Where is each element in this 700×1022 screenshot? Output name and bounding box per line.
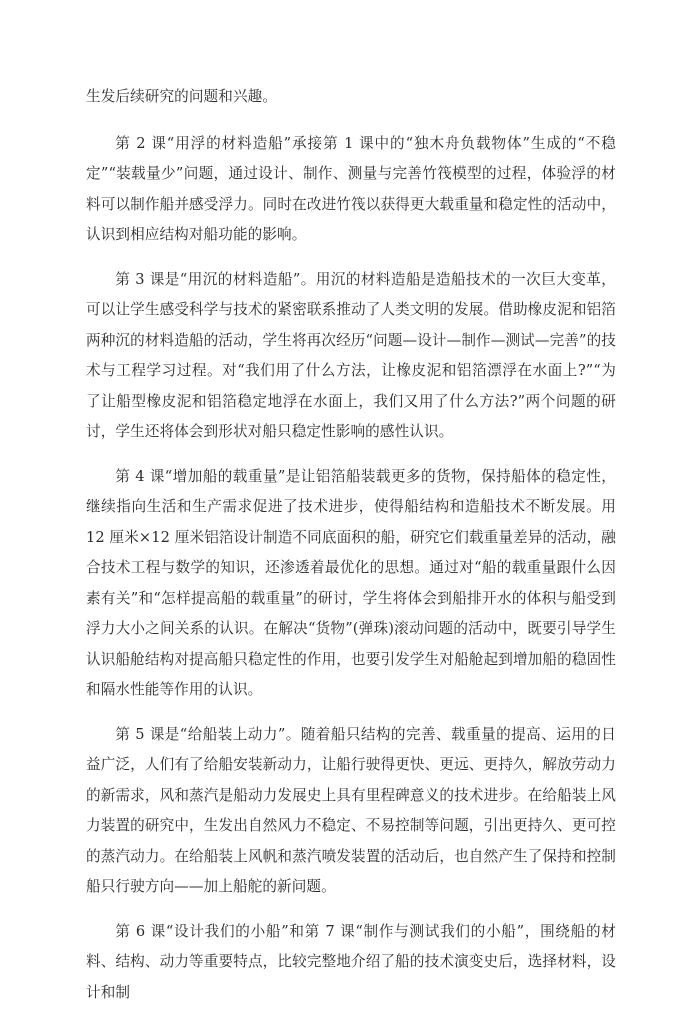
paragraph-lesson-4: 第 4 课“增加船的载重量”是让铝箔船装载更多的货物，保持船体的稳定性，继续指向生活和生产需求促进了技术进步，使得船结构和造船技术不断发展。用 12 厘米×12 厘米铝箔设计制造不同底面积的船，研究它们载重量差异的活动，融合技术工程与数学的知识，还渗透着最优化的思想。通过对“船的载重量跟什么因素有关”和“怎样提高船的载重量”的研讨，学生将体会到船排开水的体积与船受到浮力大小之间关系的认识。在解决“货物”(弹珠)滚动问题的活动中，既要引导学生认识船舱结构对提高船只稳定性的作用，也要引发学生对船舱起到增加船的稳固性和隔水性能等作用的认识。 <box>86 467 616 698</box>
paragraph-lesson-5: 第 5 课是“给船装上动力”。随着船只结构的完善、载重量的提高、运用的日益广泛，人们有了给船安装新动力，让船行驶得更快、更远、更持久，解放劳动力的新需求，风和蒸汽是船动力发展史上具有里程碑意义的技术进步。在给船装上风力装置的研究中，生发出自然风力不稳定、不易控制等问题，引出更持久、更可控的蒸汽动力。在给船装上风帆和蒸汽喷发装置的活动后，也自然产生了保持和控制船只行驶方向——加上船舵的新问题。 <box>86 725 616 895</box>
paragraph-lesson-3: 第 3 课是“用沉的材料造船”。用沉的材料造船是造船技术的一次巨大变革，可以让学生感受科学与技术的紧密联系推动了人类文明的发展。借助橡皮泥和铝箔两种沉的材料造船的活动，学生将再次经历“问题—设计—制作—测试—完善”的技术与工程学习过程。对“我们用了什么方法，让橡皮泥和铝箔漂浮在水面上?”“为了让船型橡皮泥和铝箔稳定地浮在水面上，我们又用了什么方法?”两个问题的研讨，学生还将体会到形状对船只稳定性影响的感性认识。 <box>86 270 616 440</box>
paragraph-lesson-2: 第 2 课“用浮的材料造船”承接第 1 课中的“独木舟负载物体”生成的“不稳定”“装载量少”问题，通过设计、制作、测量与完善竹筏模型的过程，体验浮的材料可以制作船并感受浮力。同时在改进竹筏以获得更大载重量和稳定性的活动中，认识到相应结构对船功能的影响。 <box>86 134 616 243</box>
paragraph-continuation: 生发后续研究的问题和兴趣。 <box>86 88 278 105</box>
paragraph-lesson-6-7: 第 6 课“设计我们的小船”和第 7 课“制作与测试我们的小船”，围绕船的材料、结构、动力等重要特点，比较完整地介绍了船的技术演变史后，选择材料，设计和制 <box>86 922 616 1001</box>
document-page <box>86 82 616 1022</box>
